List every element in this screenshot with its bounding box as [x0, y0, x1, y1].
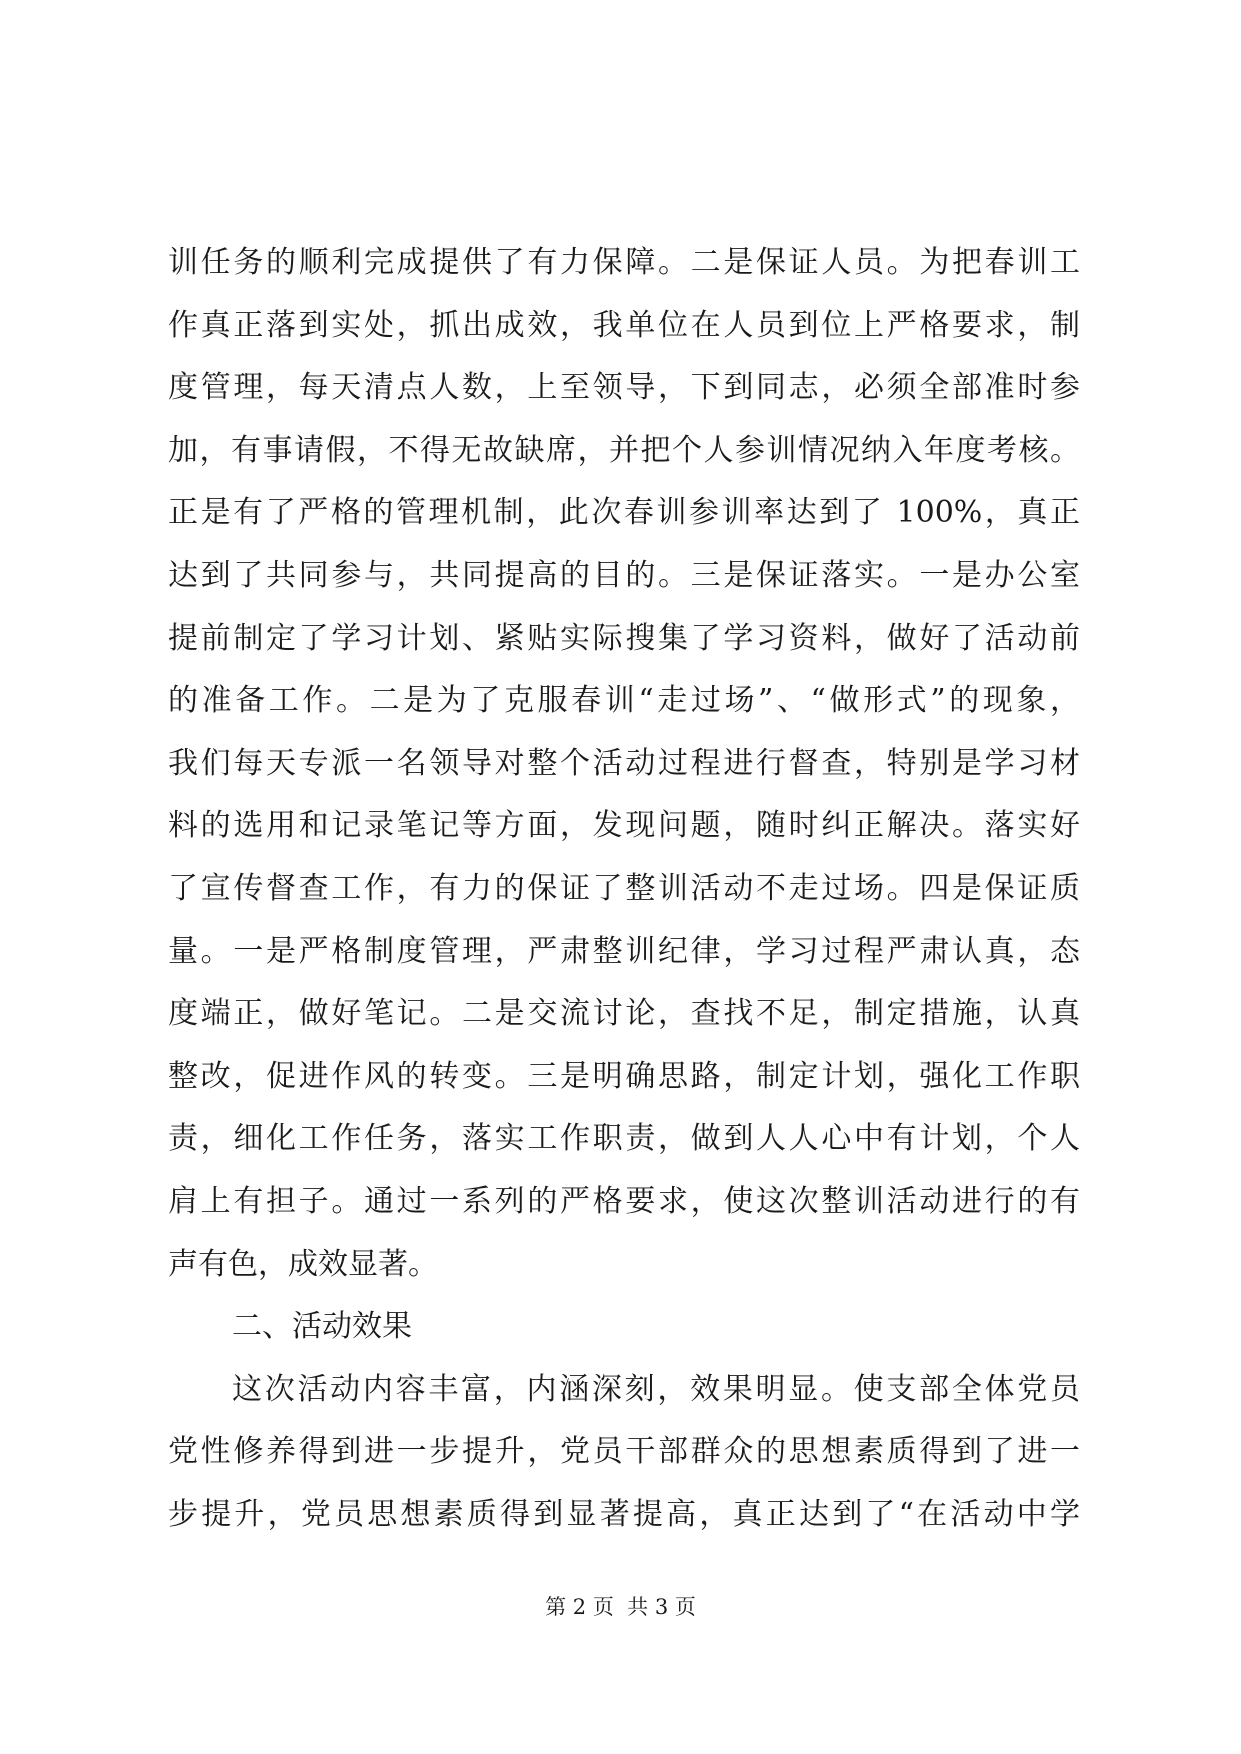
page-number-label: 第 2 页 共 3 页 [545, 1595, 696, 1619]
paragraph-2-line-3: 步提升，党员思想素质得到显著提高，真正达到了“在活动中学 [168, 1496, 1080, 1532]
paragraph-1-line-6: 达到了共同参与，共同提高的目的。三是保证落实。一是办公室 [168, 557, 1080, 593]
section-heading: 二、活动效果 [232, 1309, 412, 1345]
paragraph-1-line-2: 作真正落到实处，抓出成效，我单位在人员到位上严格要求，制 [168, 307, 1080, 343]
paragraph-1-line-1: 训任务的顺利完成提供了有力保障。二是保证人员。为把春训工 [168, 245, 1080, 280]
paragraph-1-line-11: 了宣传督查工作，有力的保证了整训活动不走过场。四是保证质 [168, 870, 1080, 906]
paragraph-1-line-5: 正是有了严格的管理机制，此次春训参训率达到了 100%，真正 [168, 495, 1080, 531]
paragraph-1-line-17: 声有色，成效显著。 [168, 1246, 438, 1282]
paragraph-1-line-10: 料的选用和记录笔记等方面，发现问题，随时纠正解决。落实好 [168, 808, 1080, 844]
paragraph-1-line-9: 我们每天专派一名领导对整个活动过程进行督查，特别是学习材 [168, 745, 1080, 781]
page-footer [0, 1592, 1241, 1622]
paragraph-1-line-16: 肩上有担子。通过一系列的严格要求，使这次整训活动进行的有 [168, 1183, 1080, 1219]
body-text [168, 232, 1080, 1546]
paragraph-1-line-8: 的准备工作。二是为了克服春训“走过场”、“做形式”的现象， [168, 683, 1080, 719]
paragraph-1-line-7: 提前制定了学习计划、紧贴实际搜集了学习资料，做好了活动前 [168, 620, 1080, 656]
paragraph-1-line-13: 度端正，做好笔记。二是交流讨论，查找不足，制定措施，认真 [168, 996, 1080, 1032]
paragraph-1-line-3: 度管理，每天清点人数，上至领导，下到同志，必须全部准时参 [168, 370, 1080, 406]
paragraph-1-line-14: 整改，促进作风的转变。三是明确思路，制定计划，强化工作职 [168, 1058, 1080, 1094]
paragraph-2-line-2: 党性修养得到进一步提升，党员干部群众的思想素质得到了进一 [168, 1434, 1080, 1470]
paragraph-1-line-15: 责，细化工作任务，落实工作职责，做到人人心中有计划，个人 [168, 1121, 1080, 1157]
paragraph-1-line-4: 加，有事请假，不得无故缺席，并把个人参训情况纳入年度考核。 [168, 432, 1080, 468]
paragraph-1-line-12: 量。一是严格制度管理，严肃整训纪律，学习过程严肃认真，态 [168, 933, 1080, 969]
paragraph-2-line-1: 这次活动内容丰富，内涵深刻，效果明显。使支部全体党员 [232, 1371, 1080, 1407]
